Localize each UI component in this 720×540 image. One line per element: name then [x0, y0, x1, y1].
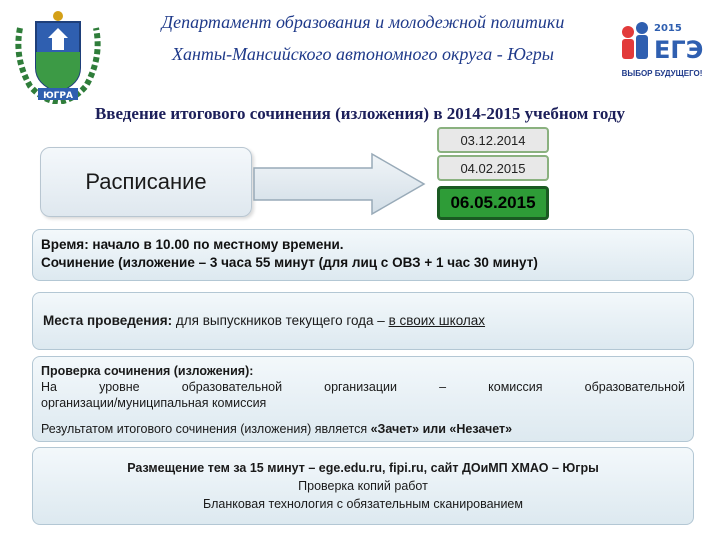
schedule-date-3-text: 06.05.2015	[450, 193, 536, 212]
time-line-2: Сочинение (изложение – 3 часа 55 минут (для лиц с ОВЗ + 1 час 30 минут)	[41, 255, 538, 271]
check-word: уровне	[99, 380, 140, 394]
schedule-date-2	[437, 155, 549, 181]
right-arrow-icon	[252, 152, 428, 216]
schedule-date-3	[437, 186, 549, 220]
result-pass: «Зачет»	[370, 422, 420, 436]
check-heading: Проверка сочинения (изложения):	[41, 364, 254, 378]
check-row	[41, 379, 685, 395]
check-result	[41, 421, 685, 437]
check-word: –	[439, 380, 447, 394]
ege-logo-icon	[614, 18, 710, 84]
ege-slogan: ВЫБОР БУДУЩЕГО!	[621, 69, 703, 78]
coat-of-arms-icon	[12, 8, 104, 104]
result-or: или	[419, 422, 450, 436]
schedule-date-1-text: 03.12.2014	[460, 132, 526, 148]
time-panel	[32, 229, 694, 281]
topics-panel	[32, 447, 694, 525]
schedule-label: Расписание	[85, 169, 207, 194]
check-word: комиссия	[488, 380, 543, 394]
check-word: На	[41, 380, 57, 394]
check-word: образовательной	[584, 380, 685, 394]
page-title: Введение итогового сочинения (изложения) в 2014-2015 учебном году	[94, 104, 626, 123]
check-panel	[32, 356, 694, 442]
schedule-date-2-text: 04.02.2015	[460, 160, 526, 176]
header-line-2: Ханты-Мансийского автономного округа - Югры	[172, 44, 554, 64]
check-word: образовательной	[181, 380, 283, 394]
place-panel	[32, 292, 694, 350]
result-prefix: Результатом итогового сочинения (изложения) является	[41, 422, 371, 436]
ege-year: 2015	[654, 23, 682, 34]
place-label: Места проведения:	[43, 313, 173, 328]
time-line-1: Время: начало в 10.00 по местному времени.	[41, 237, 344, 252]
check-line-3: организации/муниципальная комиссия	[41, 396, 267, 410]
topics-line-3: Бланковая технология с обязательным сканированием	[203, 496, 523, 511]
schedule-date-1	[437, 127, 549, 153]
topics-line-2: Проверка копий работ	[298, 478, 428, 493]
schedule-label-box	[40, 147, 252, 217]
emblem-text: ЮГРА	[43, 91, 73, 101]
result-fail: «Незачет»	[449, 422, 513, 436]
place-text: для выпускников текущего года –	[172, 313, 389, 328]
place-link: в своих школах	[388, 313, 486, 328]
ege-name: ЕГЭ	[654, 36, 704, 64]
header-line-1: Департамент образования и молодежной политики	[161, 12, 565, 32]
check-word: организации	[324, 380, 397, 394]
topics-line-1: Размещение тем за 15 минут – ege.edu.ru, fipi.ru, сайт ДОиМП ХМАО – Югры	[127, 461, 599, 475]
